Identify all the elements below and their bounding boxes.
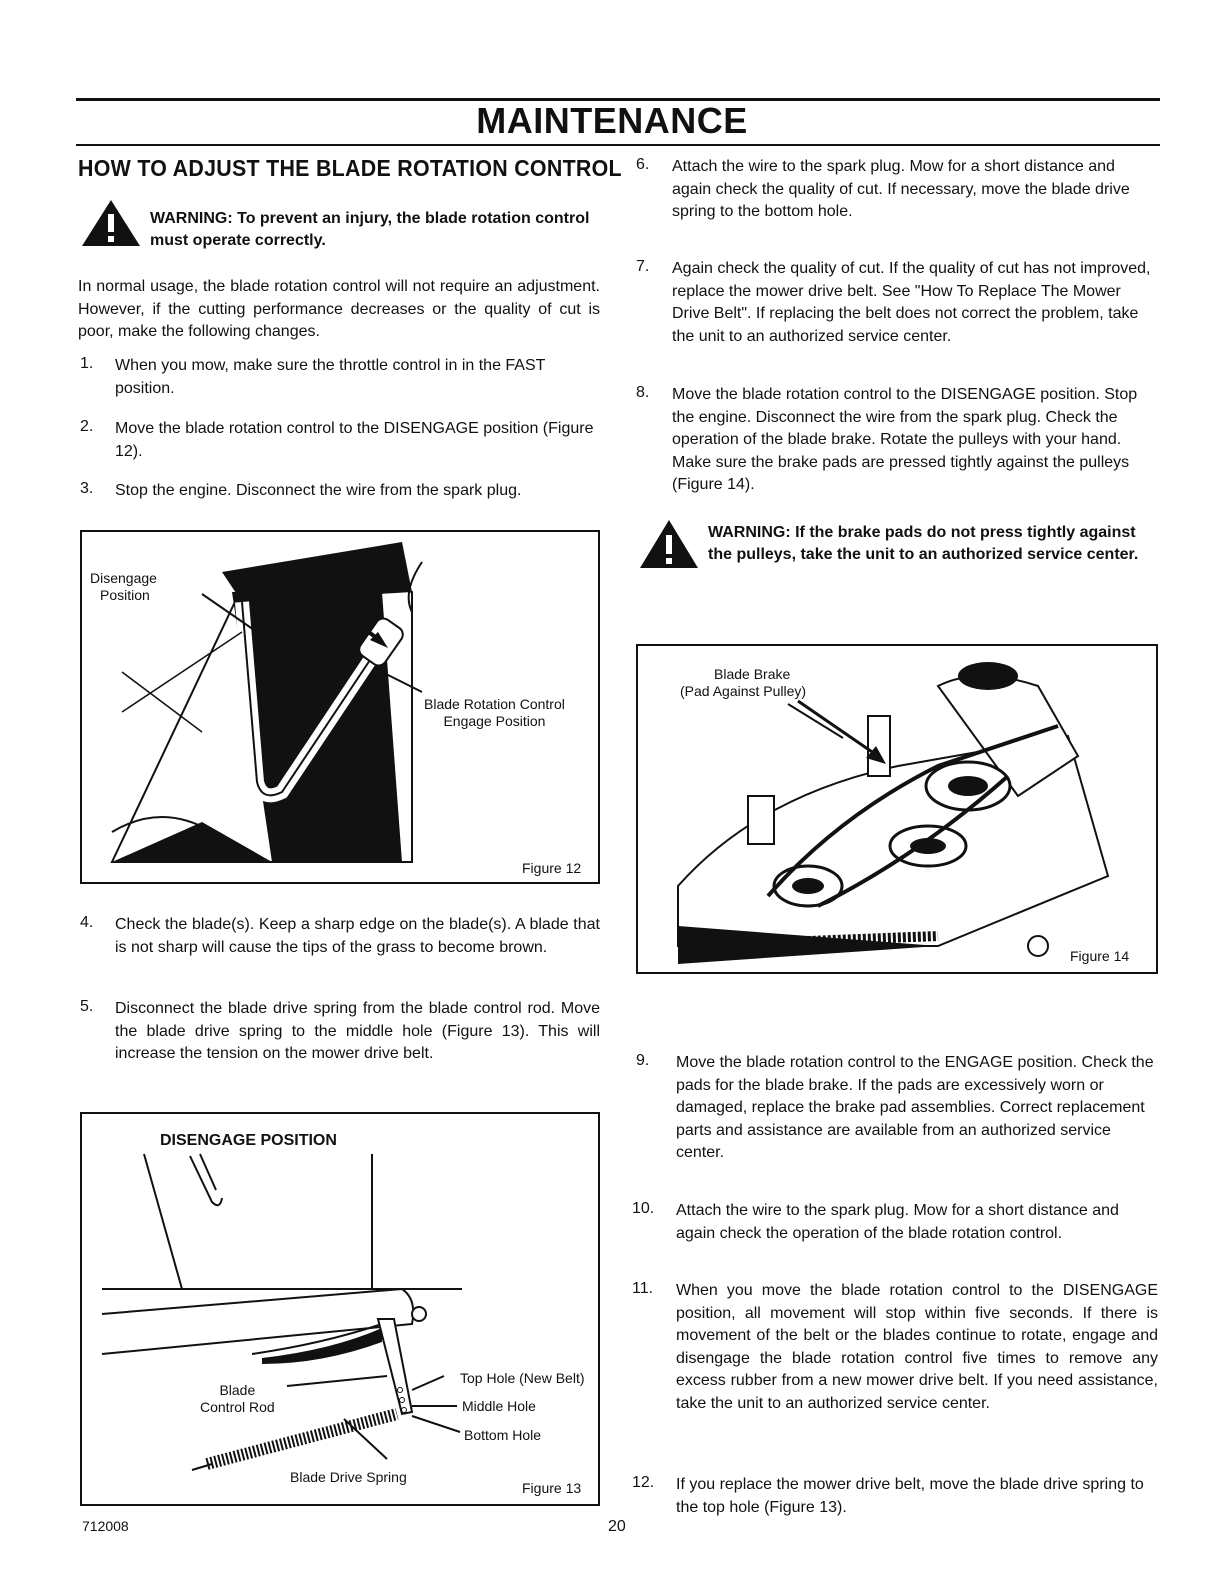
label-line: (Pad Against Pulley) [680, 683, 807, 699]
label-line: Control Rod [200, 1399, 275, 1415]
step-text: Move the blade rotation control to the DISENGAGE position (Figure 12). [115, 420, 594, 460]
figure-13-label-bottom-hole: Bottom Hole [464, 1427, 542, 1443]
step-number: 2. [80, 418, 94, 435]
step-text: Check the blade(s). Keep a sharp edge on the blade(s). A blade that is not sharp will cause the tips of the grass to become brown. [115, 916, 600, 956]
step-number: 7. [636, 258, 650, 275]
figure-13-label-middle-hole: Middle Hole [462, 1398, 536, 1414]
step-number: 10. [632, 1200, 655, 1217]
warning-injury: WARNING: To prevent an injury, the blade rotation control must operate correctly. [150, 210, 590, 249]
step-text: If you replace the mower drive belt, move the blade drive spring to the top hole (Figure 13). [676, 1476, 1144, 1516]
figure-14-caption: Figure 14 [1070, 948, 1130, 964]
document-number: 712008 [82, 1518, 129, 1534]
label-line: Blade Brake [714, 666, 791, 682]
step-text: Disconnect the blade drive spring from the blade control rod. Move the blade drive spring to the middle hole (Figure 13). This will increase the tension on the mower drive belt. [115, 1000, 600, 1062]
step-number: 5. [80, 998, 94, 1015]
page-number: 20 [608, 1518, 626, 1535]
figure-12-caption: Figure 12 [522, 860, 582, 876]
warning-icon [638, 518, 700, 570]
step-text: Again check the quality of cut. If the quality of cut has not improved, replace the mower drive belt. See "How To Replace The Mower Drive Belt". If replacing the belt does not correct the problem, take the unit to an authorized service center. [672, 260, 1151, 345]
page-title: MAINTENANCE [476, 100, 748, 141]
warning-brake-pads: WARNING: If the brake pads do not press tightly against the pulleys, take the unit to an authorized service center. [708, 524, 1139, 563]
step-text: Move the blade rotation control to the ENGAGE position. Check the pads for the blade brake. If the pads are excessively worn or damaged, replace the brake pad assemblies. Correct replacement parts and assistance are available from an authorized service center. [676, 1054, 1154, 1161]
label-line: Blade Rotation Control [424, 696, 565, 712]
figure-14-label-brake [680, 666, 806, 700]
step-number: 4. [80, 914, 94, 931]
label-line: Disengage [90, 570, 157, 586]
figure-13-label-top-hole: Top Hole (New Belt) [460, 1370, 585, 1386]
step-text: When you move the blade rotation control to the DISENGAGE position, all movement will stop within five seconds. If there is movement of the belt or the blades continue to rotate, engage and disengage the blade rotation control five times to remove any excess rubber from a new mower drive belt. If you need assistance, take the unit to an authorized service center. [676, 1282, 1158, 1412]
figure-13-illustration [82, 1114, 598, 1504]
intro-paragraph: In normal usage, the blade rotation control will not require an adjustment. However, if the cutting performance decreases or the quality of cut is poor, make the following changes. [78, 278, 600, 340]
step-number: 1. [80, 355, 94, 372]
step-number: 8. [636, 384, 650, 401]
figure-13-label-spring: Blade Drive Spring [290, 1469, 407, 1485]
figure-13-label-rod [200, 1382, 275, 1416]
figure-12-label-engage [424, 696, 565, 730]
step-number: 6. [636, 156, 650, 173]
step-text: Move the blade rotation control to the DISENGAGE position. Stop the engine. Disconnect the wire from the spark plug. Check the operation of the blade brake. Rotate the pulleys with your hand. Make sure the brake pads are pressed tightly against the pulleys (Figure 14). [672, 386, 1138, 493]
figure-13-caption: Figure 13 [522, 1480, 582, 1496]
label-line: Position [100, 587, 150, 603]
step-number: 12. [632, 1474, 655, 1491]
step-text: Attach the wire to the spark plug. Mow for a short distance and again check the operation of the blade rotation control. [676, 1202, 1119, 1242]
label-line: Engage Position [443, 713, 546, 729]
figure-13 [80, 1112, 600, 1506]
figure-13-title: DISENGAGE POSITION [160, 1132, 337, 1149]
warning-icon [80, 198, 142, 248]
step-text: Stop the engine. Disconnect the wire from the spark plug. [115, 482, 522, 499]
step-text: Attach the wire to the spark plug. Mow for a short distance and again check the quality of cut. If necessary, move the blade drive spring to the bottom hole. [672, 158, 1130, 220]
figure-12-label-disengage [90, 570, 157, 604]
step-number: 3. [80, 480, 94, 497]
step-text: When you mow, make sure the throttle control in in the FAST position. [115, 357, 546, 397]
label-line: Blade [219, 1382, 256, 1398]
figure-12 [80, 530, 600, 884]
step-number: 9. [636, 1052, 650, 1069]
figure-14 [636, 644, 1158, 974]
step-number: 11. [632, 1280, 654, 1297]
header-subrule [76, 144, 1160, 146]
section-heading: HOW TO ADJUST THE BLADE ROTATION CONTROL [78, 155, 622, 181]
